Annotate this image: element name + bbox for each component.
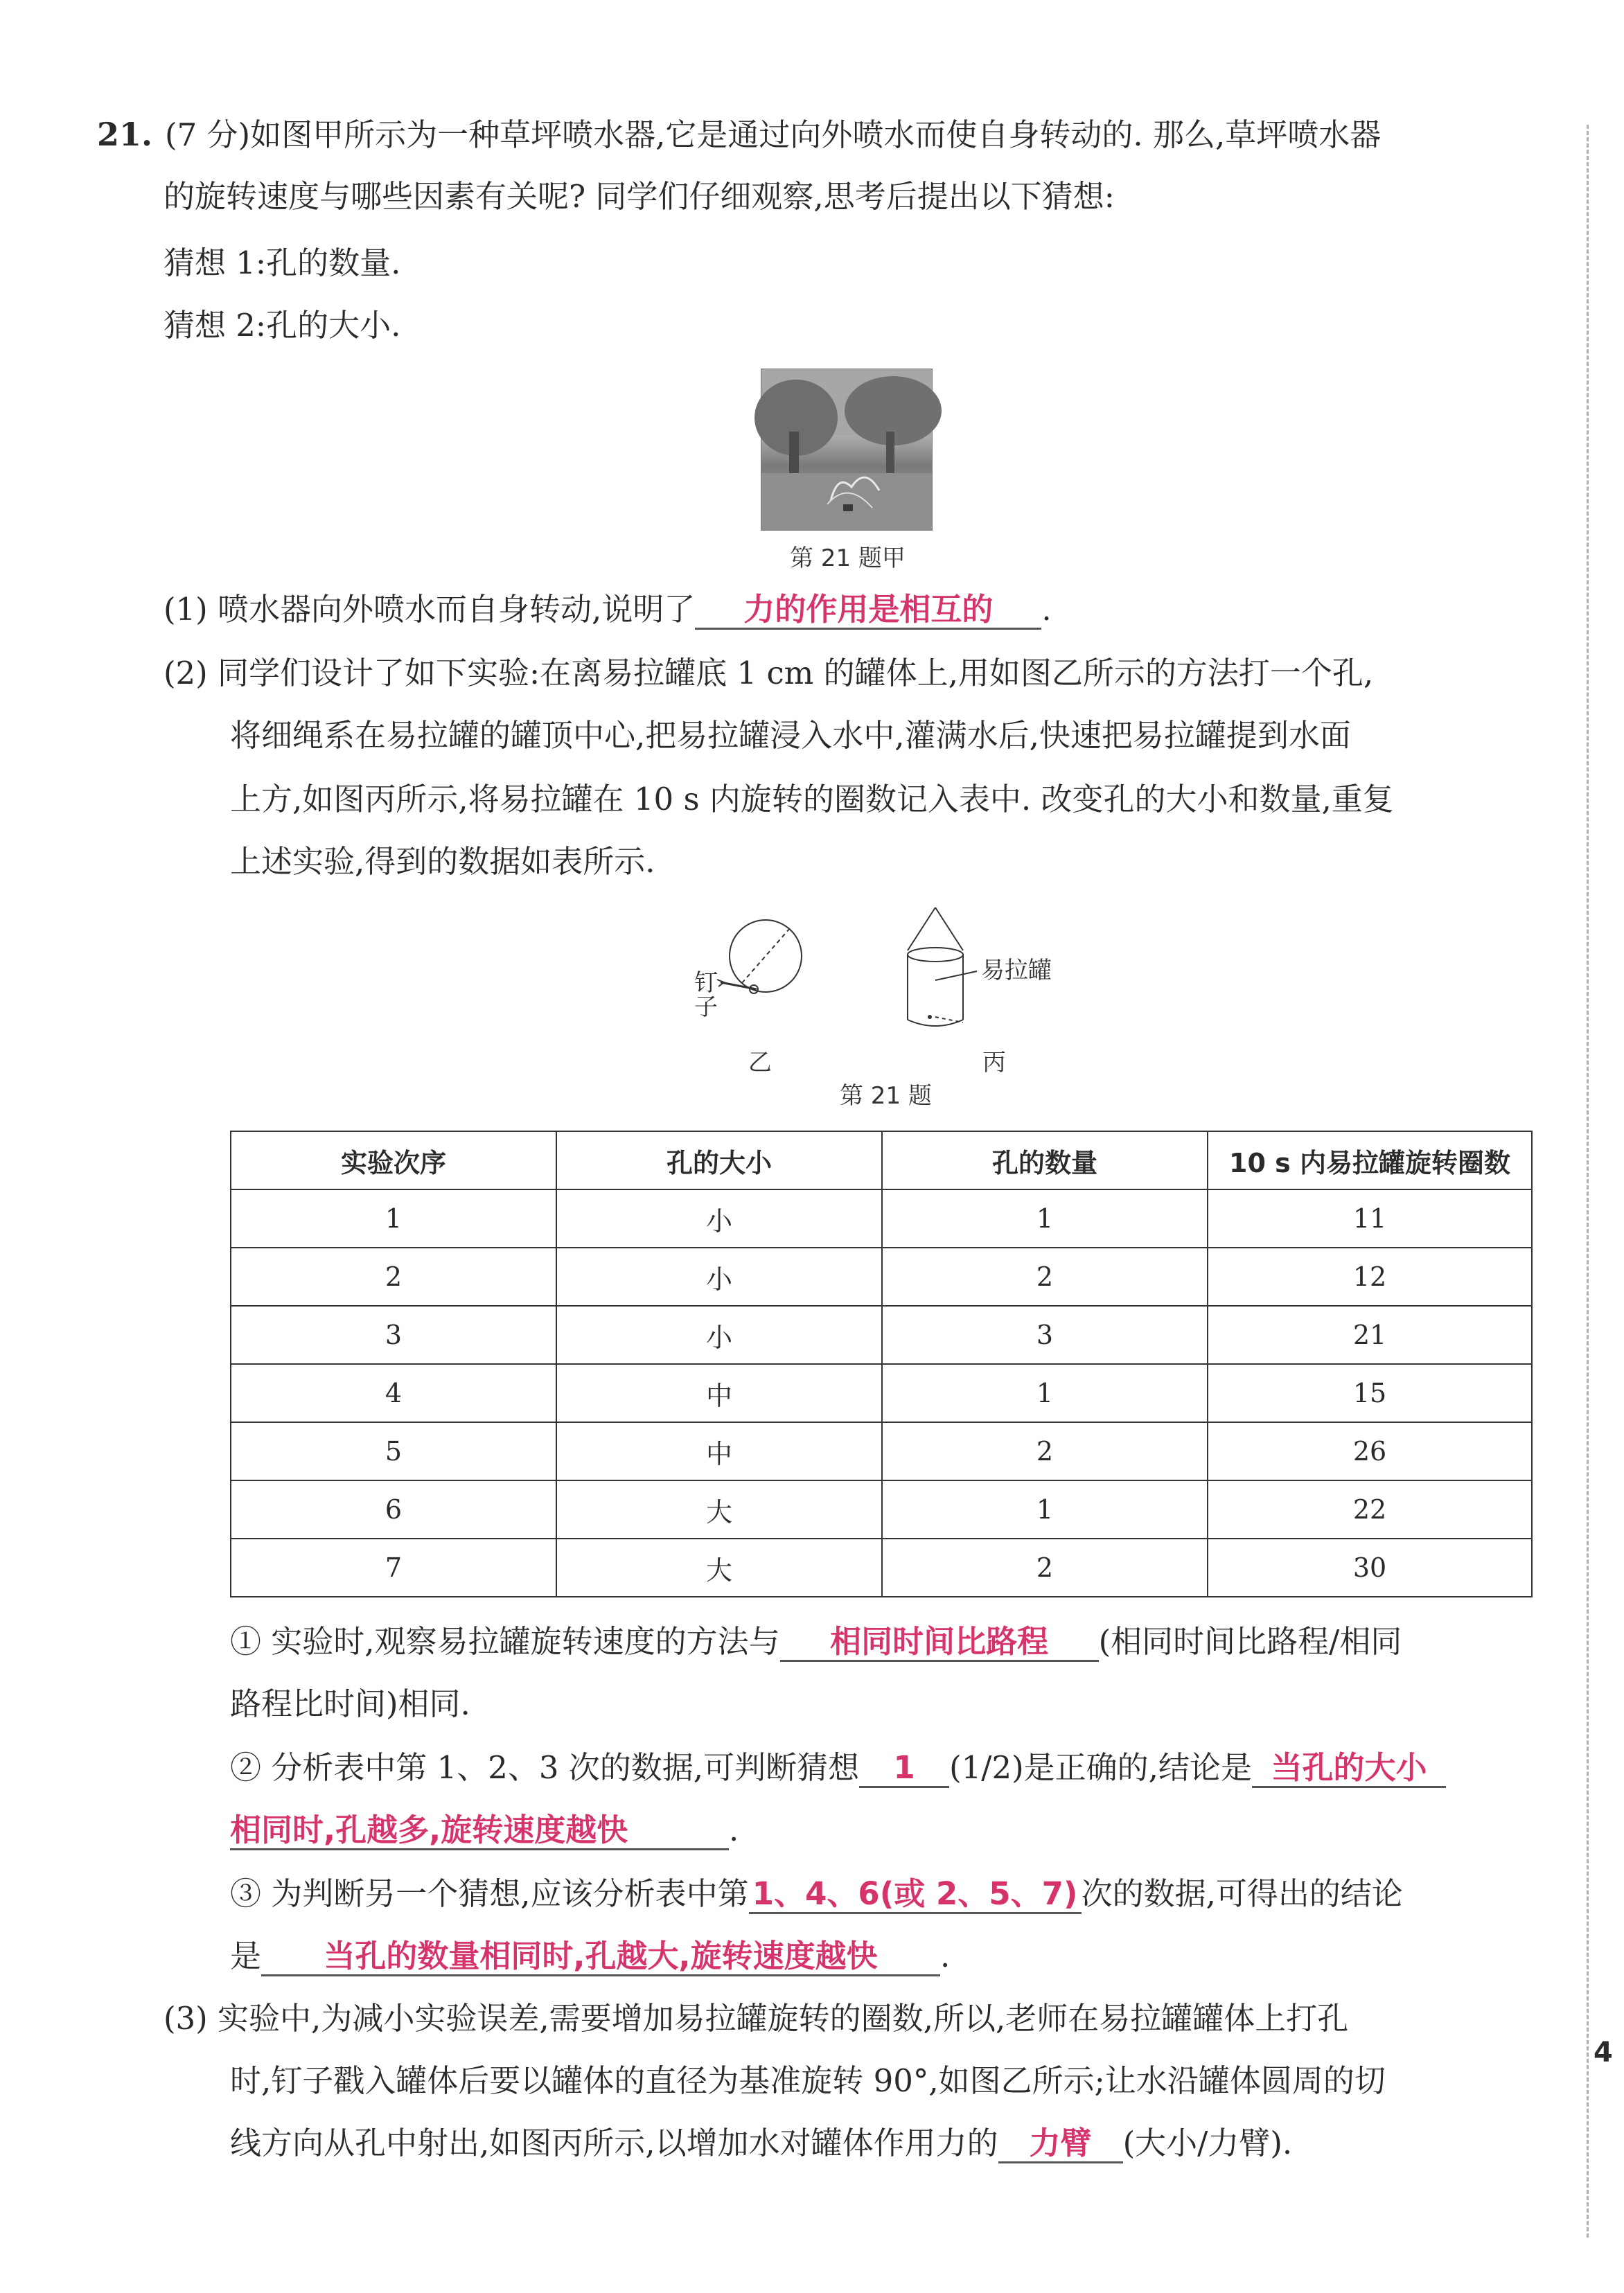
- table-row: 6 大 1 22: [231, 1480, 1532, 1539]
- figure-jia-caption: 第 21 题甲: [790, 545, 906, 572]
- sub2-answer2a: 当孔的大小: [1252, 1750, 1446, 1788]
- table-row: 1 小 1 11: [231, 1189, 1532, 1248]
- part2-line1: (2) 同学们设计了如下实验:在离易拉罐底 1 cm 的罐体上,用如图乙所示的方法打一个孔,: [164, 655, 1374, 691]
- can-top-view: [730, 920, 802, 992]
- part2-line4: 上述实验,得到的数据如表所示.: [230, 843, 655, 880]
- part3-line2: 时,钉子戳入罐体后要以罐体的直径为基准旋转 90°,如图乙所示;让水沿罐体圆周的切: [230, 2062, 1386, 2099]
- data-table: [230, 1131, 1533, 1597]
- sub2-answer1: 1: [859, 1750, 949, 1788]
- label-yi: 乙: [748, 1049, 772, 1077]
- sprinkler-photo-art: [761, 369, 932, 530]
- part1-answer: 力的作用是相互的: [695, 592, 1041, 630]
- guess-1: 猜想 1:孔的数量.: [164, 245, 401, 281]
- part2-line3: 上方,如图丙所示,将易拉罐在 10 s 内旋转的圈数记入表中. 改变孔的大小和数量,重复: [230, 781, 1394, 817]
- sprinkler-photo: [761, 369, 933, 531]
- table-header-cell: 孔的大小: [556, 1131, 882, 1189]
- table-row: 5 中 2 26: [231, 1422, 1532, 1480]
- part3-answer: 力臂: [998, 2125, 1123, 2163]
- table-header-cell: 实验次序: [231, 1131, 556, 1189]
- part1-line: (1) 喷水器向外喷水而自身转动,说明了 力的作用是相互的 .: [164, 589, 1052, 630]
- sub3-line2: 是 当孔的数量相同时,孔越大,旋转速度越快 .: [230, 1936, 950, 1977]
- nail-label-2: 子: [694, 993, 718, 1021]
- nail-label-1: 钉: [694, 969, 718, 997]
- part2-line2: 将细绳系在易拉罐的罐顶中心,把易拉罐浸入水中,灌满水后,快速把易拉罐提到水面: [230, 717, 1351, 754]
- part3-line3: 线方向从孔中射出,如图丙所示,以增加水对罐体作用力的 力臂 (大小/力臂).: [230, 2123, 1292, 2164]
- sub3-answer1: 1、4、6(或 2、5、7): [749, 1876, 1082, 1914]
- sub1-line1: ① 实验时,观察易拉罐旋转速度的方法与 相同时间比路程 (相同时间比路程/相同: [230, 1621, 1402, 1663]
- question-intro-line2: 的旋转速度与哪些因素有关呢? 同学们仔细观察,思考后提出以下猜想:: [164, 178, 1115, 215]
- sub1-line2: 路程比时间)相同.: [230, 1685, 470, 1722]
- guess-2: 猜想 2:孔的大小.: [164, 307, 401, 344]
- margin-dashed-rule: [1587, 125, 1589, 2238]
- table-header-cell: 孔的数量: [882, 1131, 1208, 1189]
- part3-line1: (3) 实验中,为减小实验误差,需要增加易拉罐旋转的圈数,所以,老师在易拉罐罐体上打孔: [164, 2000, 1349, 2037]
- can-side-view: [908, 908, 977, 1026]
- sub2-line2: 相同时,孔越多,旋转速度越快 .: [230, 1809, 739, 1851]
- sub1-answer: 相同时间比路程: [780, 1624, 1099, 1662]
- sub2-answer2b: 相同时,孔越多,旋转速度越快: [230, 1812, 729, 1850]
- table-row: 4 中 1 15: [231, 1364, 1532, 1422]
- sub2-line1: ② 分析表中第 1、2、3 次的数据,可判断猜想 1 (1/2)是正确的,结论是 当孔的大小: [230, 1747, 1446, 1789]
- table-header-row: [231, 1131, 1532, 1189]
- sub3-answer2: 当孔的数量相同时,孔越大,旋转速度越快: [261, 1938, 940, 1976]
- figure-yi-bing: [679, 908, 1052, 1081]
- sub3-line1: ③ 为判断另一个猜想,应该分析表中第 1、4、6(或 2、5、7) 次的数据,可得出的结论: [230, 1873, 1403, 1915]
- can-label: 易拉罐: [981, 957, 1052, 984]
- table-header-cell: 10 s 内易拉罐旋转圈数: [1208, 1131, 1532, 1189]
- question-number: 21.: [97, 116, 153, 153]
- table-row: 7 大 2 30: [231, 1539, 1532, 1597]
- question-intro-line1: 21. (7 分)如图甲所示为一种草坪喷水器,它是通过向外喷水而使自身转动的. 那么,草坪喷水器: [97, 116, 1382, 153]
- table-row: 2 小 2 12: [231, 1248, 1532, 1306]
- table-row: 3 小 3 21: [231, 1306, 1532, 1364]
- label-bing: 丙: [982, 1049, 1006, 1077]
- nail-icon: [717, 980, 758, 993]
- figure-caption: 第 21 题: [840, 1082, 932, 1110]
- page-number: 4: [1594, 2037, 1613, 2069]
